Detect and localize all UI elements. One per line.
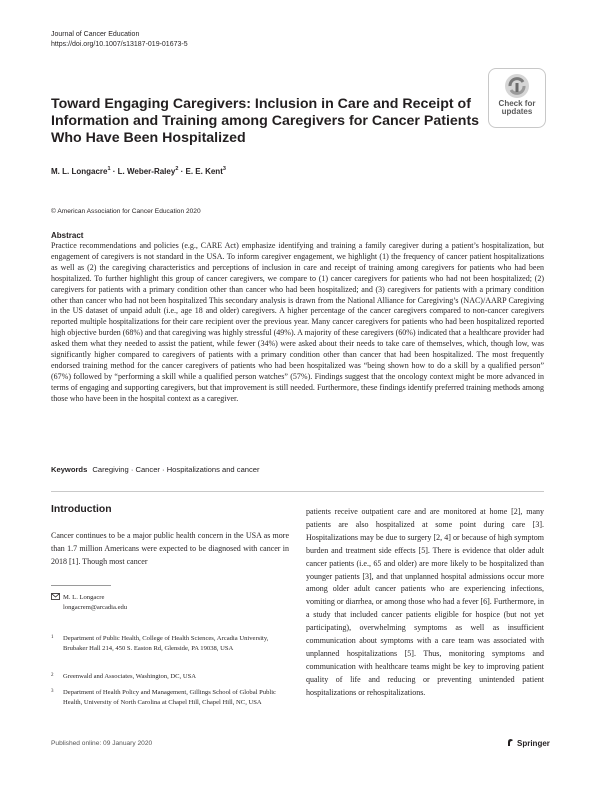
author-list (51, 166, 226, 176)
springer-horse-icon (506, 738, 515, 749)
journal-header (51, 30, 188, 50)
correspondence-name: M. L. Longacre (63, 594, 105, 601)
doi-link[interactable]: https://doi.org/10.1007/s13187-019-01673-5 (51, 41, 188, 48)
affiliation-text: Greenwald and Associates, Washington, DC, USA (63, 673, 197, 680)
introduction-left-column: Cancer continues to be a major public health concern in the USA as more than 1.7 million Americans were expected to be diagnosed with cancer in 2018 [1]. Though most cancer (51, 531, 289, 566)
badge-line-1: Check for (498, 99, 536, 108)
affiliation-number: 1 (51, 635, 54, 640)
introduction-heading: Introduction (51, 504, 112, 515)
check-for-updates-badge[interactable] (488, 68, 546, 128)
author-name[interactable]: E. E. Kent (185, 167, 223, 176)
publisher-mark (506, 738, 550, 749)
badge-line-2: updates (501, 107, 533, 116)
affiliation-text: Department of Public Health, College of Health Sciences, Arcadia University, Brubaker Hall 214, 450 S. Easton Rd, Glenside, PA 19038, USA (63, 635, 269, 652)
affiliation-number: 3 (51, 689, 54, 694)
keywords-label: Keywords (51, 465, 88, 474)
affiliation-text: Department of Health Policy and Management, Gillings School of Global Public Health, University of North Carolina at Chapel Hill, Chapel Hill, NC, USA (63, 689, 276, 706)
published-date: Published online: 09 January 2020 (51, 740, 153, 747)
keywords-text: Caregiving · Cancer · Hospitalizations and cancer (92, 465, 260, 474)
section-divider (51, 491, 544, 492)
abstract-text: Practice recommendations and policies (e.g., CARE Act) emphasize identifying and training a family caregiver during a patient’s hospitalization, but engagement of caregivers is not standard in the USA. To inform caregiver engagement, we highlight (1) the frequency of cancer patient hospitalizations as well as (2) the caregiving characteristics and perceptions of inclusion in care and receipt of training among caregivers for patients who had been hospitalized. To further highlight this group of cancer caregivers, we compare to (1) cancer caregivers for patients who had not been hospitalized; (2) caregivers for patients with a primary condition other than cancer who had been hospitalized; and (3) caregivers for patients with a primary condition other than cancer who had not been hospitalized This secondary analysis is drawn from the National Alliance for Caregiving’s (NAC)/AARP Caregiving in the US dataset of unpaid adult (i.e., age 18 and older) caregivers. A higher percentage of the cancer caregivers compared to non-cancer caregivers reported multiple hospitalizations for their care recipient over the previous year. Many cancer caregivers for patients who had been hospitalized reported high objective burden (68%) and that caregiving was highly stressful (49%). A majority of these caregivers (60%) indicated that a healthcare provider had asked them what they needed to assist the patient, while fewer (34%) were asked about their needs to take care of themselves, which, though low, was significantly higher compared to caregivers of patients with a primary condition other than cancer that had been hospitalized. The most frequently endorsed training method for the cancer caregivers of patients who had been hospitalized was “being shown how to do a skill by a qualified person” (67%) followed by “performing a skill while a qualified person watches” (57%). Findings suggest that the oncology context might be more advanced in terms of engaging and supporting caregivers, but that improvement is still needed. Furthermore, these findings identify preferred training methods among those who have been in the hospital context as a caregiver. (51, 241, 544, 403)
abstract-heading: Abstract (51, 231, 84, 240)
publisher-name: Springer (517, 739, 550, 748)
author-name[interactable]: L. Weber-Raley (117, 167, 176, 176)
affiliation-number: 2 (51, 673, 54, 678)
footnote-divider (51, 585, 111, 586)
envelope-icon (51, 593, 60, 604)
author-separator: · (112, 167, 116, 176)
author-name[interactable]: M. L. Longacre (51, 167, 108, 176)
author-separator: · (180, 167, 184, 176)
author-affiliation-ref: 1 (107, 166, 111, 172)
journal-name: Journal of Cancer Education (51, 31, 140, 38)
introduction-right-column: patients receive outpatient care and are monitored at home [2], many patients are also hospitalized at some point during care [3]. Hospitalizations may be due to surgery [2, 4] or because of high symptom burden and treatment side effects [5]. There is evidence that older adult cancer patients (i.e., 65 and older) are more likely to be hospitalized than younger patients [3], and that unplanned hospital admissions occur more among older adult cancer patients who are experiencing infections, vomiting or diarrhea, or among those who had a fever [6]. Furthermore, in a study that included cancer patients eligible for hospice (but not yet participating), overwhelming symptoms as well as insufficient communication about symptoms with a care team was associated with unplanned hospitalizations [5]. Thus, monitoring symptoms and communication with healthcare teams might be key to improving patient quality of life and reducing or preventing unintended patient hospitalizations or rehospitalizations. (306, 507, 544, 697)
check-for-updates-icon (504, 73, 530, 99)
author-affiliation-ref: 3 (222, 166, 226, 172)
correspondence-email[interactable]: longacrem@arcadia.edu (63, 604, 128, 611)
keywords-line (51, 465, 260, 474)
paper-title: Toward Engaging Caregivers: Inclusion in Care and Receipt of Information and Training among Caregivers for Cancer Patients Who Have Been Hospitalized (51, 96, 480, 146)
author-affiliation-ref: 2 (175, 166, 179, 172)
copyright-notice: © American Association for Cancer Education 2020 (51, 208, 201, 215)
